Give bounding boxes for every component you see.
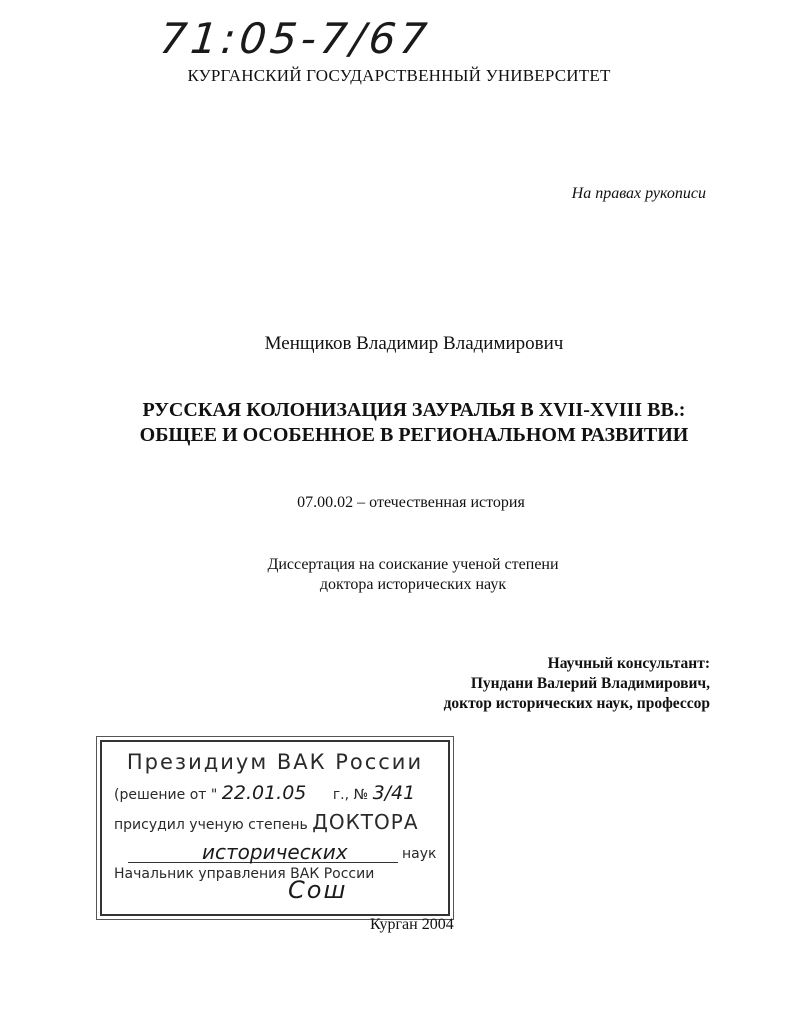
author-name: Менщиков Владимир Владимирович (264, 333, 564, 354)
stamp-science-line (114, 840, 444, 866)
manuscript-note: На правах рукописи (571, 185, 706, 202)
specialty-code: 07.00.02 – отечественная история (297, 494, 525, 511)
stamp-footer: Начальник управления ВАК России (114, 866, 375, 882)
stamp-degree-line (114, 810, 419, 834)
city-year: Курган 2004 (370, 916, 454, 933)
vak-stamp (100, 740, 450, 916)
dissertation-title-line-2: ОБЩЕЕ И ОСОБЕННОЕ В РЕГИОНАЛЬНОМ РАЗВИТИИ (139, 424, 689, 446)
stamp-decision-date: 22.01.05 (221, 782, 307, 804)
stamp-science-handwritten: исторических (202, 840, 348, 864)
stamp-science-suffix: наук (402, 846, 437, 862)
stamp-header: Президиум ВАК России (126, 750, 424, 774)
archive-code: 71:05-7/67 (157, 14, 434, 63)
stamp-decision-prefix: (решение от " (114, 787, 218, 803)
consultant-name: Пундани Валерий Владимирович, (470, 675, 710, 692)
stamp-decision-line (114, 782, 415, 804)
stamp-decision-year-suffix: г., № (332, 787, 369, 803)
stamp-degree-word: ДОКТОРА (312, 810, 419, 834)
stamp-signature: Сош (288, 876, 348, 904)
stamp-line3-prefix: присудил ученую степень (114, 817, 308, 833)
dissertation-degree-line-1: Диссертация на соискание ученой степени (267, 556, 559, 573)
stamp-decision-number: 3/41 (372, 782, 416, 804)
consultant-label: Научный консультант: (547, 655, 710, 672)
consultant-degree: доктор исторических наук, профессор (443, 695, 710, 712)
consultant-block (444, 654, 710, 714)
dissertation-degree-line-2: доктора исторических наук (319, 576, 507, 593)
dissertation-title-line-1: РУССКАЯ КОЛОНИЗАЦИЯ ЗАУРАЛЬЯ В XVII-XVIII ВВ.: (142, 399, 686, 421)
university-name: КУРГАНСКИЙ ГОСУДАРСТВЕННЫЙ УНИВЕРСИТЕТ (187, 66, 611, 85)
